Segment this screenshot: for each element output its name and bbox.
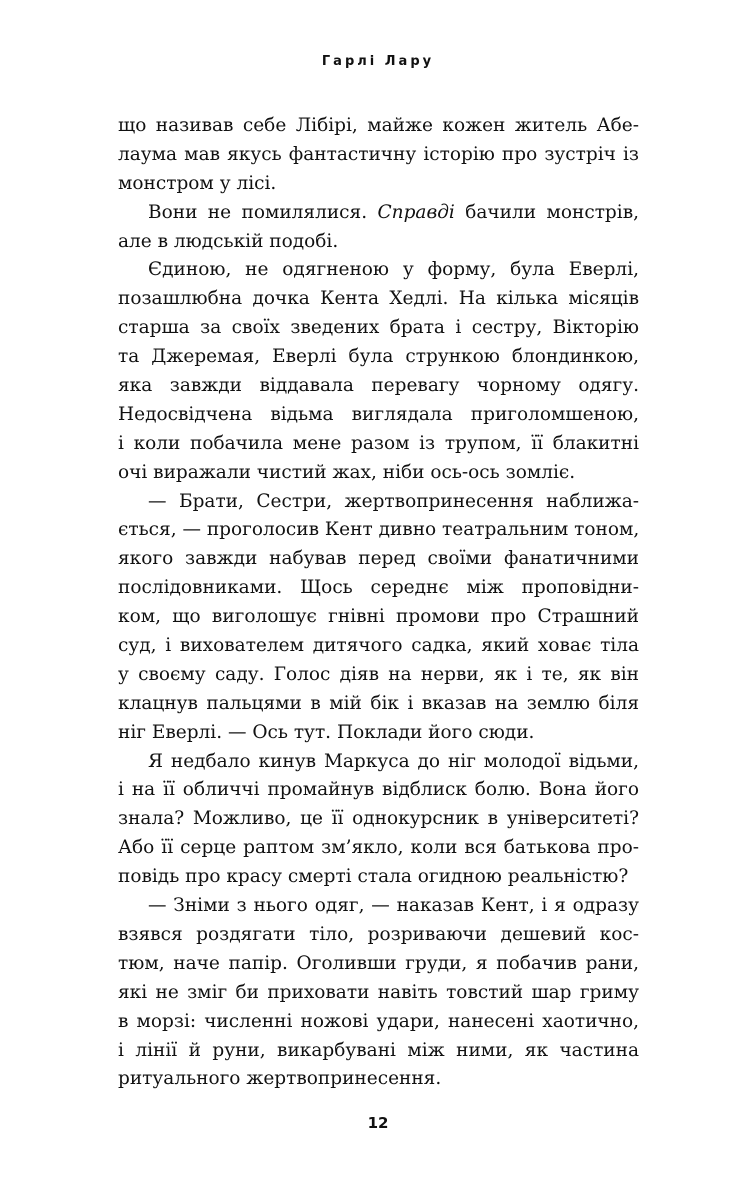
page-number: 12 (367, 1114, 389, 1132)
text-line: — Брати, Сестри, жертвопринесення наближа- (148, 490, 639, 512)
text-line: клацнув пальцями в мій бік і вказав на землю біля (118, 692, 639, 714)
text-line: очі виражали чистий жах, ніби ось-ось зомліє. (118, 461, 576, 483)
text-line: повідь про красу смерті стала огидною реальністю? (118, 866, 629, 888)
text-segment: Вони не помилялися. (148, 201, 378, 223)
text-line: старша за своїх зведених брата і сестру, Вікторію (118, 317, 639, 339)
text-line: які не зміг би приховати навіть товстий шар гриму (118, 981, 639, 1003)
body-text (118, 112, 639, 1094)
text-line: позашлюбна дочка Кента Хедлі. На кілька місяців (118, 288, 639, 310)
text-segment: бачили монстрів, (454, 201, 639, 223)
text-line: послідовниками. Щось середнє між проповідни- (118, 577, 639, 599)
text-line: Єдиною, не одягненою у форму, була Еверлі, (148, 259, 639, 281)
text-line: і на її обличчі промайнув відблиск болю. Вона його (118, 779, 639, 801)
text-line: але в людській подобі. (118, 230, 339, 252)
text-line: суд, і вихователем дитячого садка, який ховає тіла (118, 635, 639, 657)
text-line (118, 199, 639, 228)
text-line: Я недбало кинув Маркуса до ніг молодої відьми, (148, 750, 639, 772)
text-line: і коли побачила мене разом із трупом, її блакитні (118, 432, 639, 454)
text-line: Недосвідчена відьма виглядала приголомшеною, (118, 403, 639, 425)
text-line: що називав себе Лібірі, майже кожен житель Абе- (118, 115, 639, 136)
text-line: у своєму саду. Голос діяв на нерви, як і те, як він (118, 663, 639, 685)
text-line: ніг Еверлі. — Ось тут. Поклади його сюди. (118, 721, 535, 743)
text-line: ється, — проголосив Кент дивно театральним тоном, (118, 519, 640, 541)
text-line: якого завжди набував перед своїми фанатичними (118, 548, 639, 570)
running-header: Гарлі Лару (321, 54, 435, 69)
text-line: ком, що виголошує гнівні промови про Страшний (118, 606, 639, 628)
text-line: яка завжди віддавала перевагу чорному одягу. (118, 375, 639, 397)
text-line: та Джеремая, Еверлі була стрункою блондинкою, (118, 346, 639, 368)
text-line: взявся роздягати тіло, розриваючи дешевий кос- (118, 923, 639, 945)
text-line: — Зніми з нього одяг, — наказав Кент, і я одразу (148, 895, 639, 917)
text-line: знала? Можливо, це її однокурсник в університеті? (118, 808, 639, 830)
text-line: ритуального жертвопринесення. (118, 1068, 442, 1090)
text-line: монстром у лісі. (118, 172, 277, 194)
text-line: і лінії й руни, викарбувані між ними, як частина (118, 1039, 639, 1061)
text-line: в морзі: численні ножові удари, нанесені хаотично, (118, 1010, 639, 1032)
emphasis-text: Справді (377, 201, 455, 223)
text-line: тюм, наче папір. Оголивши груди, я побачив рани, (118, 952, 639, 974)
text-line: Або її серце раптом зм’якло, коли вся батькова про- (118, 837, 639, 859)
text-line: лаума мав якусь фантастичну історію про зустріч із (118, 143, 639, 165)
